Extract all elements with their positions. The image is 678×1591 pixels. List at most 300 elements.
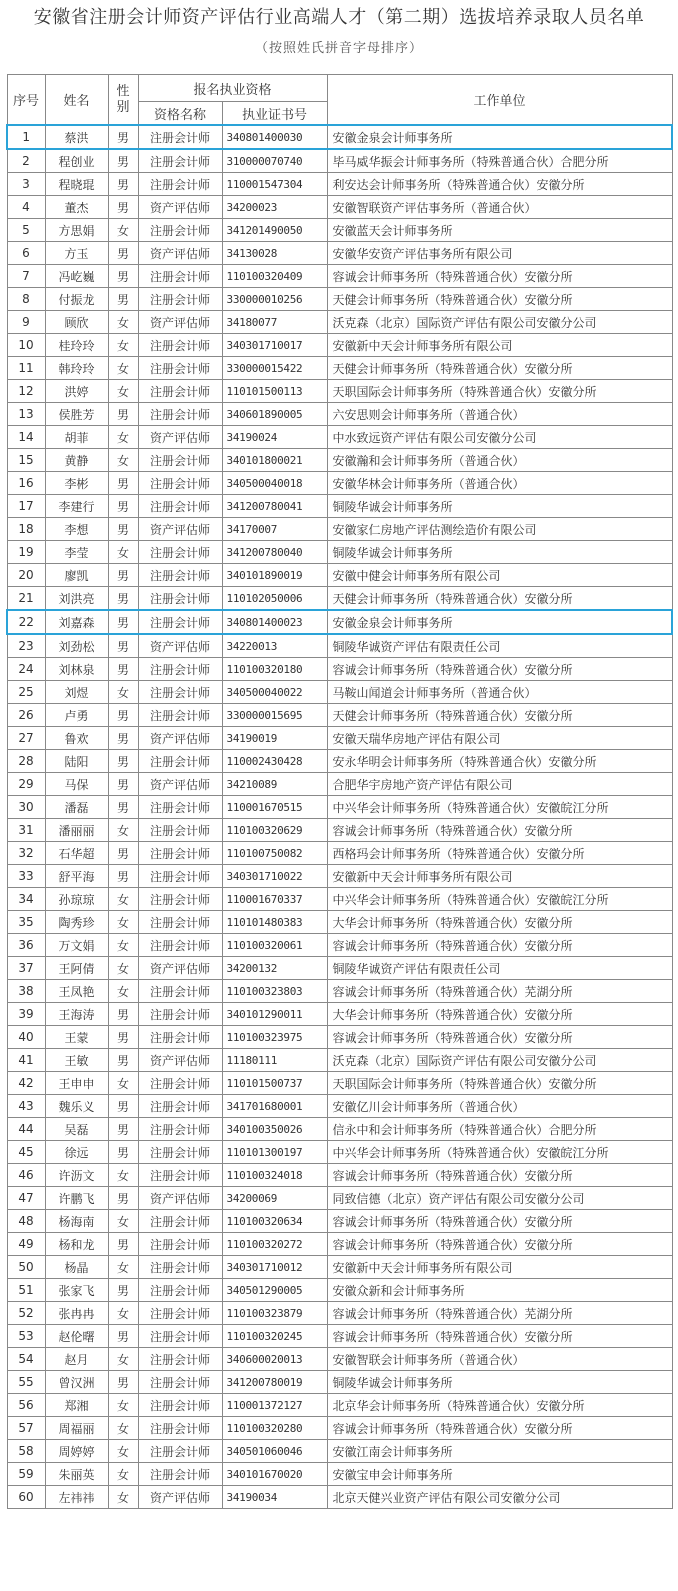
cell-certificate-number: 340801400023 bbox=[222, 610, 327, 634]
cell-name: 程晓琨 bbox=[45, 173, 108, 196]
cell-gender: 女 bbox=[108, 934, 138, 957]
cell-name: 杨晶 bbox=[45, 1256, 108, 1279]
cell-name: 周福丽 bbox=[45, 1417, 108, 1440]
cell-qualification: 注册会计师 bbox=[138, 541, 222, 564]
cell-work-unit: 信永中和会计师事务所（特殊普通合伙）合肥分所 bbox=[327, 1118, 672, 1141]
cell-name: 潘磊 bbox=[45, 796, 108, 819]
cell-certificate-number: 110100324018 bbox=[222, 1164, 327, 1187]
cell-name: 顾欣 bbox=[45, 311, 108, 334]
cell-name: 吴磊 bbox=[45, 1118, 108, 1141]
cell-certificate-number: 110100320280 bbox=[222, 1417, 327, 1440]
cell-work-unit: 安徽宝申会计师事务所 bbox=[327, 1463, 672, 1486]
cell-work-unit: 大华会计师事务所（特殊普通合伙）安徽分所 bbox=[327, 1003, 672, 1026]
cell-gender: 女 bbox=[108, 957, 138, 980]
cell-qualification: 注册会计师 bbox=[138, 704, 222, 727]
cell-work-unit: 铜陵华诚资产评估有限责任公司 bbox=[327, 634, 672, 658]
cell-name: 洪婷 bbox=[45, 380, 108, 403]
cell-work-unit: 安徽天瑞华房地产评估有限公司 bbox=[327, 727, 672, 750]
cell-certificate-number: 110001670515 bbox=[222, 796, 327, 819]
cell-qualification: 资产评估师 bbox=[138, 242, 222, 265]
cell-qualification: 注册会计师 bbox=[138, 888, 222, 911]
cell-gender: 女 bbox=[108, 819, 138, 842]
cell-name: 许沥文 bbox=[45, 1164, 108, 1187]
header-group: 报名执业资格 bbox=[138, 75, 327, 102]
cell-gender: 男 bbox=[108, 865, 138, 888]
header-gender-text: 性别 bbox=[116, 83, 130, 115]
table-row bbox=[7, 265, 672, 288]
header-seq: 序号 bbox=[7, 75, 45, 126]
cell-gender: 男 bbox=[108, 750, 138, 773]
cell-seq: 56 bbox=[7, 1394, 45, 1417]
cell-qualification: 注册会计师 bbox=[138, 564, 222, 587]
table-row bbox=[7, 1463, 672, 1486]
cell-name: 刘煜 bbox=[45, 681, 108, 704]
header-qual: 资格名称 bbox=[138, 102, 222, 126]
cell-certificate-number: 340501060046 bbox=[222, 1440, 327, 1463]
cell-name: 王敏 bbox=[45, 1049, 108, 1072]
table-row bbox=[7, 173, 672, 196]
cell-qualification: 注册会计师 bbox=[138, 911, 222, 934]
table-row bbox=[7, 704, 672, 727]
cell-seq: 58 bbox=[7, 1440, 45, 1463]
cell-seq: 1 bbox=[7, 125, 45, 149]
cell-certificate-number: 341201490050 bbox=[222, 219, 327, 242]
cell-certificate-number: 110100320629 bbox=[222, 819, 327, 842]
table-row bbox=[7, 1187, 672, 1210]
cell-qualification: 注册会计师 bbox=[138, 796, 222, 819]
table-row bbox=[7, 750, 672, 773]
cell-name: 李彬 bbox=[45, 472, 108, 495]
cell-gender: 男 bbox=[108, 773, 138, 796]
cell-certificate-number: 34220013 bbox=[222, 634, 327, 658]
cell-work-unit: 天职国际会计师事务所（特殊普通合伙）安徽分所 bbox=[327, 380, 672, 403]
cell-name: 左祎祎 bbox=[45, 1486, 108, 1509]
cell-certificate-number: 310000070740 bbox=[222, 149, 327, 173]
cell-gender: 男 bbox=[108, 564, 138, 587]
header-cert: 执业证书号 bbox=[222, 102, 327, 126]
cell-certificate-number: 340500040022 bbox=[222, 681, 327, 704]
table-row bbox=[7, 1256, 672, 1279]
cell-name: 刘嘉森 bbox=[45, 610, 108, 634]
cell-work-unit: 天职国际会计师事务所（特殊普通合伙）安徽分所 bbox=[327, 1072, 672, 1095]
cell-gender: 女 bbox=[108, 1463, 138, 1486]
cell-work-unit: 天健会计师事务所（特殊普通合伙）安徽分所 bbox=[327, 704, 672, 727]
table-row bbox=[7, 796, 672, 819]
cell-seq: 35 bbox=[7, 911, 45, 934]
cell-work-unit: 安徽新中天会计师事务所有限公司 bbox=[327, 865, 672, 888]
table-row bbox=[7, 1233, 672, 1256]
cell-certificate-number: 341200780019 bbox=[222, 1371, 327, 1394]
cell-gender: 男 bbox=[108, 149, 138, 173]
cell-gender: 女 bbox=[108, 1164, 138, 1187]
cell-seq: 30 bbox=[7, 796, 45, 819]
cell-certificate-number: 110100750082 bbox=[222, 842, 327, 865]
cell-certificate-number: 34190034 bbox=[222, 1486, 327, 1509]
table-row bbox=[7, 727, 672, 750]
cell-certificate-number: 110100320634 bbox=[222, 1210, 327, 1233]
table-row bbox=[7, 819, 672, 842]
cell-name: 孙琼琼 bbox=[45, 888, 108, 911]
cell-certificate-number: 341701680001 bbox=[222, 1095, 327, 1118]
cell-work-unit: 安徽众新和会计师事务所 bbox=[327, 1279, 672, 1302]
cell-name: 陆阳 bbox=[45, 750, 108, 773]
cell-name: 舒平海 bbox=[45, 865, 108, 888]
cell-seq: 52 bbox=[7, 1302, 45, 1325]
table-row bbox=[7, 449, 672, 472]
cell-qualification: 注册会计师 bbox=[138, 750, 222, 773]
cell-work-unit: 容诚会计师事务所（特殊普通合伙）安徽分所 bbox=[327, 1417, 672, 1440]
cell-qualification: 注册会计师 bbox=[138, 610, 222, 634]
cell-seq: 25 bbox=[7, 681, 45, 704]
cell-seq: 42 bbox=[7, 1072, 45, 1095]
cell-seq: 4 bbox=[7, 196, 45, 219]
cell-name: 张家飞 bbox=[45, 1279, 108, 1302]
cell-work-unit: 安徽瀚和会计师事务所（普通合伙） bbox=[327, 449, 672, 472]
cell-certificate-number: 340301710017 bbox=[222, 334, 327, 357]
table-row bbox=[7, 1325, 672, 1348]
cell-certificate-number: 340101670020 bbox=[222, 1463, 327, 1486]
table-row bbox=[7, 472, 672, 495]
cell-seq: 41 bbox=[7, 1049, 45, 1072]
cell-name: 张冉冉 bbox=[45, 1302, 108, 1325]
cell-gender: 女 bbox=[108, 334, 138, 357]
cell-qualification: 注册会计师 bbox=[138, 472, 222, 495]
cell-certificate-number: 110101500737 bbox=[222, 1072, 327, 1095]
cell-qualification: 注册会计师 bbox=[138, 1141, 222, 1164]
cell-qualification: 注册会计师 bbox=[138, 288, 222, 311]
cell-work-unit: 中兴华会计师事务所（特殊普通合伙）安徽皖江分所 bbox=[327, 888, 672, 911]
cell-work-unit: 马鞍山闻道会计师事务所（普通合伙） bbox=[327, 681, 672, 704]
cell-work-unit: 安徽蓝天会计师事务所 bbox=[327, 219, 672, 242]
cell-gender: 女 bbox=[108, 311, 138, 334]
cell-seq: 3 bbox=[7, 173, 45, 196]
cell-work-unit: 铜陵华诚会计师事务所 bbox=[327, 1371, 672, 1394]
cell-name: 胡菲 bbox=[45, 426, 108, 449]
cell-name: 方玉 bbox=[45, 242, 108, 265]
cell-work-unit: 铜陵华诚会计师事务所 bbox=[327, 541, 672, 564]
cell-name: 李建行 bbox=[45, 495, 108, 518]
cell-certificate-number: 340101890019 bbox=[222, 564, 327, 587]
cell-seq: 23 bbox=[7, 634, 45, 658]
cell-seq: 53 bbox=[7, 1325, 45, 1348]
cell-qualification: 注册会计师 bbox=[138, 1371, 222, 1394]
cell-certificate-number: 110002430428 bbox=[222, 750, 327, 773]
cell-qualification: 注册会计师 bbox=[138, 380, 222, 403]
cell-work-unit: 中兴华会计师事务所（特殊普通合伙）安徽皖江分所 bbox=[327, 796, 672, 819]
cell-seq: 11 bbox=[7, 357, 45, 380]
cell-qualification: 注册会计师 bbox=[138, 173, 222, 196]
cell-name: 程创业 bbox=[45, 149, 108, 173]
table-row bbox=[7, 288, 672, 311]
cell-gender: 男 bbox=[108, 796, 138, 819]
table-row bbox=[7, 1141, 672, 1164]
cell-name: 韩玲玲 bbox=[45, 357, 108, 380]
cell-qualification: 注册会计师 bbox=[138, 449, 222, 472]
table-row bbox=[7, 196, 672, 219]
table-row bbox=[7, 149, 672, 173]
cell-gender: 女 bbox=[108, 380, 138, 403]
cell-qualification: 资产评估师 bbox=[138, 727, 222, 750]
cell-certificate-number: 110100320180 bbox=[222, 658, 327, 681]
roster-table bbox=[6, 74, 673, 1509]
table-row bbox=[7, 610, 672, 634]
cell-gender: 男 bbox=[108, 288, 138, 311]
roster-body bbox=[7, 125, 672, 1509]
cell-gender: 男 bbox=[108, 1095, 138, 1118]
cell-seq: 7 bbox=[7, 265, 45, 288]
cell-certificate-number: 110100323975 bbox=[222, 1026, 327, 1049]
cell-qualification: 注册会计师 bbox=[138, 125, 222, 149]
cell-gender: 男 bbox=[108, 1325, 138, 1348]
cell-qualification: 资产评估师 bbox=[138, 311, 222, 334]
cell-seq: 10 bbox=[7, 334, 45, 357]
cell-qualification: 注册会计师 bbox=[138, 1348, 222, 1371]
table-row bbox=[7, 242, 672, 265]
cell-work-unit: 安徽华安资产评估事务所有限公司 bbox=[327, 242, 672, 265]
cell-seq: 18 bbox=[7, 518, 45, 541]
table-row bbox=[7, 1003, 672, 1026]
cell-gender: 女 bbox=[108, 1394, 138, 1417]
cell-name: 赵伦曙 bbox=[45, 1325, 108, 1348]
cell-qualification: 注册会计师 bbox=[138, 865, 222, 888]
cell-work-unit: 容诚会计师事务所（特殊普通合伙）安徽分所 bbox=[327, 1164, 672, 1187]
cell-name: 付振龙 bbox=[45, 288, 108, 311]
cell-qualification: 注册会计师 bbox=[138, 1233, 222, 1256]
cell-qualification: 注册会计师 bbox=[138, 1095, 222, 1118]
table-row bbox=[7, 1279, 672, 1302]
cell-name: 万文娟 bbox=[45, 934, 108, 957]
cell-gender: 女 bbox=[108, 1417, 138, 1440]
cell-qualification: 注册会计师 bbox=[138, 1463, 222, 1486]
cell-certificate-number: 110101300197 bbox=[222, 1141, 327, 1164]
cell-certificate-number: 340301710022 bbox=[222, 865, 327, 888]
cell-gender: 女 bbox=[108, 1210, 138, 1233]
cell-name: 石华超 bbox=[45, 842, 108, 865]
cell-work-unit: 容诚会计师事务所（特殊普通合伙）安徽分所 bbox=[327, 1210, 672, 1233]
cell-certificate-number: 110001372127 bbox=[222, 1394, 327, 1417]
header-gender bbox=[108, 75, 138, 126]
header-name: 姓名 bbox=[45, 75, 108, 126]
cell-seq: 57 bbox=[7, 1417, 45, 1440]
page-subtitle: （按照姓氏拼音字母排序） bbox=[254, 41, 423, 56]
cell-gender: 男 bbox=[108, 472, 138, 495]
cell-name: 蔡洪 bbox=[45, 125, 108, 149]
cell-seq: 44 bbox=[7, 1118, 45, 1141]
cell-seq: 51 bbox=[7, 1279, 45, 1302]
cell-certificate-number: 341200780040 bbox=[222, 541, 327, 564]
cell-gender: 男 bbox=[108, 727, 138, 750]
cell-gender: 女 bbox=[108, 219, 138, 242]
cell-seq: 46 bbox=[7, 1164, 45, 1187]
cell-name: 桂玲玲 bbox=[45, 334, 108, 357]
cell-work-unit: 安徽中健会计师事务所有限公司 bbox=[327, 564, 672, 587]
cell-work-unit: 安徽亿川会计师事务所（普通合伙） bbox=[327, 1095, 672, 1118]
cell-name: 鲁欢 bbox=[45, 727, 108, 750]
cell-name: 曾汉洲 bbox=[45, 1371, 108, 1394]
cell-gender: 女 bbox=[108, 681, 138, 704]
cell-qualification: 注册会计师 bbox=[138, 587, 222, 611]
cell-name: 冯屹巍 bbox=[45, 265, 108, 288]
table-row bbox=[7, 634, 672, 658]
table-row bbox=[7, 773, 672, 796]
cell-seq: 47 bbox=[7, 1187, 45, 1210]
cell-seq: 20 bbox=[7, 564, 45, 587]
cell-gender: 女 bbox=[108, 449, 138, 472]
cell-work-unit: 铜陵华诚资产评估有限责任公司 bbox=[327, 957, 672, 980]
cell-work-unit: 毕马威华振会计师事务所（特殊普通合伙）合肥分所 bbox=[327, 149, 672, 173]
table-row bbox=[7, 125, 672, 149]
cell-qualification: 注册会计师 bbox=[138, 1302, 222, 1325]
table-row bbox=[7, 1118, 672, 1141]
cell-seq: 40 bbox=[7, 1026, 45, 1049]
cell-seq: 36 bbox=[7, 934, 45, 957]
cell-certificate-number: 110100320409 bbox=[222, 265, 327, 288]
cell-qualification: 注册会计师 bbox=[138, 1256, 222, 1279]
cell-work-unit: 安徽华林会计师事务所（普通合伙） bbox=[327, 472, 672, 495]
cell-qualification: 资产评估师 bbox=[138, 634, 222, 658]
cell-gender: 男 bbox=[108, 587, 138, 611]
table-row bbox=[7, 1394, 672, 1417]
table-row bbox=[7, 1440, 672, 1463]
cell-seq: 55 bbox=[7, 1371, 45, 1394]
cell-seq: 19 bbox=[7, 541, 45, 564]
cell-qualification: 注册会计师 bbox=[138, 1164, 222, 1187]
cell-certificate-number: 34200069 bbox=[222, 1187, 327, 1210]
table-row bbox=[7, 1302, 672, 1325]
cell-seq: 12 bbox=[7, 380, 45, 403]
table-row bbox=[7, 1486, 672, 1509]
cell-work-unit: 容诚会计师事务所（特殊普通合伙）芜湖分所 bbox=[327, 1302, 672, 1325]
cell-certificate-number: 34180077 bbox=[222, 311, 327, 334]
table-row bbox=[7, 334, 672, 357]
cell-gender: 男 bbox=[108, 1371, 138, 1394]
cell-seq: 16 bbox=[7, 472, 45, 495]
cell-gender: 女 bbox=[108, 426, 138, 449]
cell-gender: 男 bbox=[108, 634, 138, 658]
cell-work-unit: 六安思则会计师事务所（普通合伙） bbox=[327, 403, 672, 426]
cell-name: 董杰 bbox=[45, 196, 108, 219]
cell-seq: 37 bbox=[7, 957, 45, 980]
cell-work-unit: 利安达会计师事务所（特殊普通合伙）安徽分所 bbox=[327, 173, 672, 196]
cell-work-unit: 安徽新中天会计师事务所有限公司 bbox=[327, 334, 672, 357]
cell-certificate-number: 34210089 bbox=[222, 773, 327, 796]
cell-qualification: 注册会计师 bbox=[138, 334, 222, 357]
cell-certificate-number: 110100323803 bbox=[222, 980, 327, 1003]
cell-gender: 女 bbox=[108, 1440, 138, 1463]
cell-gender: 男 bbox=[108, 518, 138, 541]
page-title: 安徽省注册会计师资产评估行业高端人才（第二期）选拔培养录取人员名单 bbox=[33, 7, 645, 28]
cell-work-unit: 天健会计师事务所（特殊普通合伙）安徽分所 bbox=[327, 288, 672, 311]
table-row bbox=[7, 658, 672, 681]
cell-qualification: 注册会计师 bbox=[138, 934, 222, 957]
table-row bbox=[7, 219, 672, 242]
cell-seq: 27 bbox=[7, 727, 45, 750]
cell-qualification: 资产评估师 bbox=[138, 1049, 222, 1072]
cell-certificate-number: 340601890005 bbox=[222, 403, 327, 426]
cell-gender: 男 bbox=[108, 610, 138, 634]
cell-gender: 男 bbox=[108, 265, 138, 288]
cell-work-unit: 大华会计师事务所（特殊普通合伙）安徽分所 bbox=[327, 911, 672, 934]
cell-certificate-number: 110100320245 bbox=[222, 1325, 327, 1348]
cell-gender: 男 bbox=[108, 658, 138, 681]
table-row bbox=[7, 1026, 672, 1049]
cell-seq: 22 bbox=[7, 610, 45, 634]
cell-qualification: 注册会计师 bbox=[138, 1026, 222, 1049]
cell-name: 李莹 bbox=[45, 541, 108, 564]
cell-gender: 男 bbox=[108, 403, 138, 426]
cell-seq: 24 bbox=[7, 658, 45, 681]
cell-gender: 男 bbox=[108, 196, 138, 219]
cell-certificate-number: 340801400030 bbox=[222, 125, 327, 149]
cell-qualification: 注册会计师 bbox=[138, 681, 222, 704]
cell-gender: 女 bbox=[108, 980, 138, 1003]
cell-qualification: 注册会计师 bbox=[138, 1210, 222, 1233]
cell-name: 王海涛 bbox=[45, 1003, 108, 1026]
cell-qualification: 资产评估师 bbox=[138, 196, 222, 219]
cell-work-unit: 安徽智联资产评估事务所（普通合伙） bbox=[327, 196, 672, 219]
cell-name: 李想 bbox=[45, 518, 108, 541]
cell-name: 杨海南 bbox=[45, 1210, 108, 1233]
cell-certificate-number: 11180111 bbox=[222, 1049, 327, 1072]
cell-work-unit: 安徽新中天会计师事务所有限公司 bbox=[327, 1256, 672, 1279]
cell-name: 廖凯 bbox=[45, 564, 108, 587]
cell-gender: 男 bbox=[108, 1141, 138, 1164]
cell-qualification: 注册会计师 bbox=[138, 842, 222, 865]
cell-name: 刘林泉 bbox=[45, 658, 108, 681]
cell-work-unit: 同致信德（北京）资产评估有限公司安徽分公司 bbox=[327, 1187, 672, 1210]
table-row bbox=[7, 1210, 672, 1233]
cell-name: 黄静 bbox=[45, 449, 108, 472]
table-row bbox=[7, 1095, 672, 1118]
cell-gender: 女 bbox=[108, 541, 138, 564]
cell-certificate-number: 34170007 bbox=[222, 518, 327, 541]
cell-work-unit: 安徽金泉会计师事务所 bbox=[327, 125, 672, 149]
cell-certificate-number: 34190019 bbox=[222, 727, 327, 750]
table-row bbox=[7, 1417, 672, 1440]
cell-name: 魏乐义 bbox=[45, 1095, 108, 1118]
table-row bbox=[7, 380, 672, 403]
cell-work-unit: 北京华会计师事务所（特殊普通合伙）安徽分所 bbox=[327, 1394, 672, 1417]
cell-name: 王蒙 bbox=[45, 1026, 108, 1049]
cell-qualification: 注册会计师 bbox=[138, 1394, 222, 1417]
cell-seq: 48 bbox=[7, 1210, 45, 1233]
cell-seq: 6 bbox=[7, 242, 45, 265]
cell-seq: 31 bbox=[7, 819, 45, 842]
cell-gender: 男 bbox=[108, 1003, 138, 1026]
cell-qualification: 注册会计师 bbox=[138, 495, 222, 518]
cell-work-unit: 安永华明会计师事务所（特殊普通合伙）安徽分所 bbox=[327, 750, 672, 773]
table-row bbox=[7, 518, 672, 541]
cell-certificate-number: 341200780041 bbox=[222, 495, 327, 518]
cell-certificate-number: 340100350026 bbox=[222, 1118, 327, 1141]
cell-name: 杨和龙 bbox=[45, 1233, 108, 1256]
table-row bbox=[7, 1164, 672, 1187]
table-row bbox=[7, 934, 672, 957]
cell-qualification: 资产评估师 bbox=[138, 957, 222, 980]
cell-name: 王申申 bbox=[45, 1072, 108, 1095]
cell-qualification: 注册会计师 bbox=[138, 219, 222, 242]
cell-gender: 女 bbox=[108, 888, 138, 911]
cell-seq: 38 bbox=[7, 980, 45, 1003]
table-row bbox=[7, 426, 672, 449]
cell-name: 刘劲松 bbox=[45, 634, 108, 658]
cell-work-unit: 天健会计师事务所（特殊普通合伙）安徽分所 bbox=[327, 357, 672, 380]
table-row bbox=[7, 865, 672, 888]
cell-name: 潘丽丽 bbox=[45, 819, 108, 842]
cell-gender: 男 bbox=[108, 1279, 138, 1302]
cell-seq: 17 bbox=[7, 495, 45, 518]
cell-gender: 女 bbox=[108, 1072, 138, 1095]
